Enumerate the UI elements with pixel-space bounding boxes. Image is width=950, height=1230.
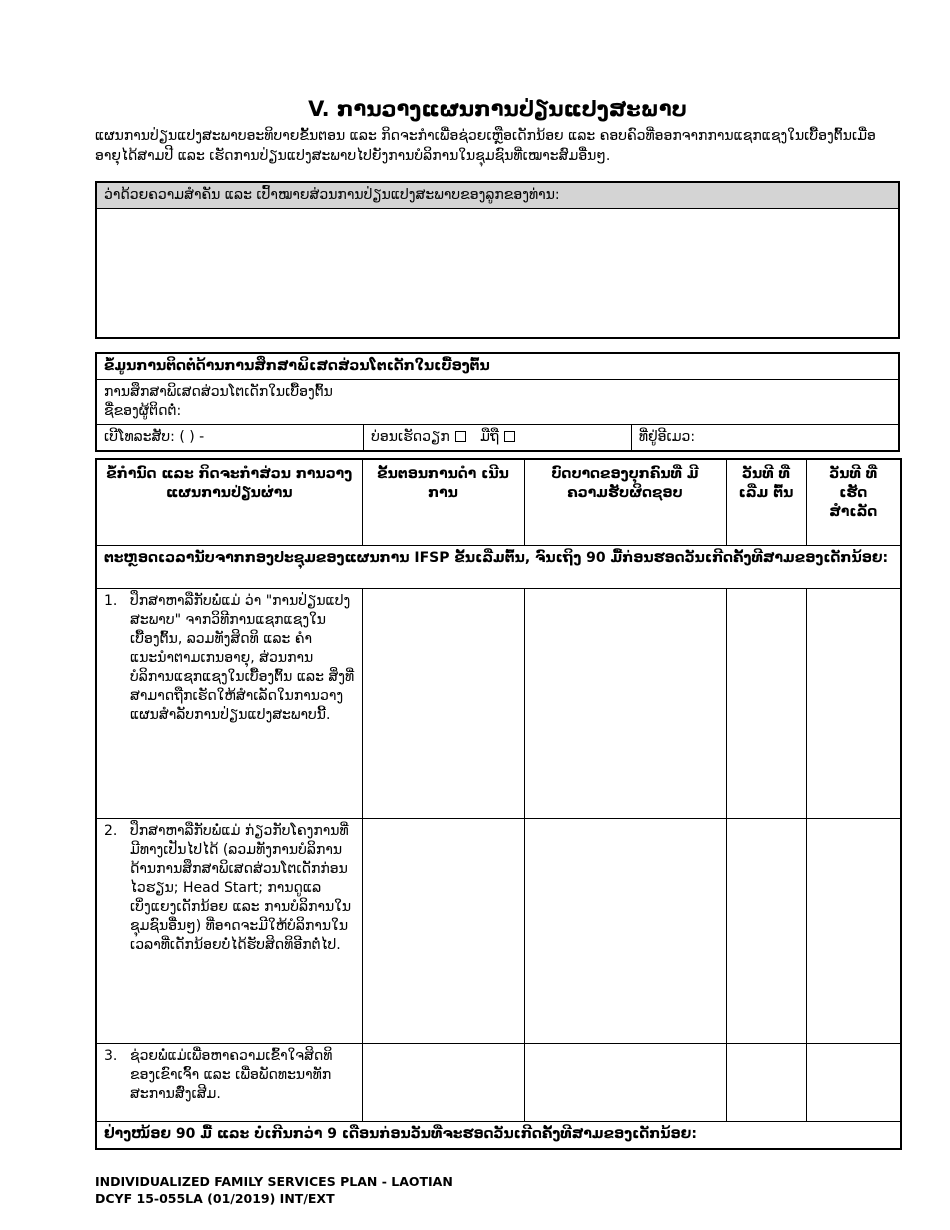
- date-started-input-cell[interactable]: [726, 819, 806, 1044]
- date-started-input-cell[interactable]: [726, 589, 806, 819]
- steps-input-cell[interactable]: [362, 589, 524, 819]
- form-footer: [95, 1174, 900, 1208]
- person-input-cell[interactable]: [524, 589, 726, 819]
- table-row: [96, 589, 901, 819]
- date-completed-input-cell[interactable]: [806, 1044, 901, 1122]
- date-completed-input-cell[interactable]: [806, 589, 901, 819]
- transition-table-header-row: [96, 459, 901, 546]
- activity-cell: [96, 1044, 362, 1122]
- row-number: 1.: [104, 593, 118, 610]
- section1-header-row: [96, 546, 901, 589]
- steps-input-cell[interactable]: [362, 819, 524, 1044]
- contact-program-label: ການສຶກສາພິເສດສ່ວນໂຕເດັກໃນເບື້ອງຕົ້ນ: [104, 384, 333, 401]
- work-label: ບ່ອນເຮັດວຽກ: [371, 429, 450, 445]
- phone-type-cell: [364, 425, 632, 451]
- person-input-cell[interactable]: [524, 1044, 726, 1122]
- table-row: [96, 819, 901, 1044]
- row-number: 3.: [104, 1048, 118, 1065]
- work-checkbox[interactable]: [455, 431, 466, 442]
- activity-text: ປຶກສາຫາລືກັບພໍ່ແມ່ ວ່າ "ການປ່ຽນແປງສະພາບ" ຈາກວິທີການແຊກແຊງໃນເບື້ອງຕົ້ນ, ລວມທັງສິດທິ ແລະ ຄຳແນະນຳຕາມເກນອາຍຸ, ສ່ວນການບໍລິການແຊກແຊງໃນເບື້ອງຕົ້ນ ແລະ ສິ່ງທີ່ສາມາດຖືກເຮັດໃຫ້ສຳເລັດໃນການວາງແຜນສຳລັບການປ່ຽນແປງສະພາບນີ້.: [130, 593, 355, 723]
- footer-form-name: INDIVIDUALIZED FAMILY SERVICES PLAN - LAOTIAN: [95, 1173, 453, 1189]
- date-started-input-cell[interactable]: [726, 1044, 806, 1122]
- goals-box: [95, 181, 900, 339]
- contact-program-cell: [96, 380, 899, 425]
- goals-box-input-area[interactable]: [96, 208, 899, 338]
- contact-name-field[interactable]: [104, 402, 891, 421]
- contact-box: [95, 352, 900, 452]
- activity-cell: [96, 819, 362, 1044]
- contact-name-label: ຊື່ຂອງຜູ້ຕິດຕໍ່:: [104, 403, 182, 420]
- email-label: ທີ່ຢູ່ອີເມວ:: [638, 429, 696, 445]
- section2-header: ຢ່າງໜ້ອຍ 90 ມື້ ແລະ ບໍ່ເກີນກວ່າ 9 ເດືອນກ່ອນວັນທີ່ຈະຮອດວັນເກີດຄັ້ງທີສາມຂອງເດັກນ້ອຍ:: [96, 1122, 901, 1149]
- row-number: 2.: [104, 823, 118, 840]
- col-header-steps: ຂັ້ນຕອນການດຳ ເນີນການ: [362, 459, 524, 546]
- date-completed-input-cell[interactable]: [806, 819, 901, 1044]
- col-header-date-started: ວັນທີ ທີ່ ເລີ່ມ ຕົ້ນ: [726, 459, 806, 546]
- footer-form-number: DCYF 15-055LA (01/2019) INT/EXT: [95, 1190, 335, 1206]
- col-header-activity: ຂໍ້ກຳນົດ ແລະ ກິດຈະກຳສ່ວນ ການວາງແຜນການປ່ຽນຜ່ານ: [96, 459, 362, 546]
- goals-box-header: ວ່າດ້ວຍຄວາມສຳຄັນ ແລະ ເປົ້າໝາຍສ່ວນການປ່ຽນແປງສະພາບຂອງລູກຂອງທ່ານ:: [96, 182, 899, 208]
- col-header-date-completed: ວັນທີ ທີ່ ເຮັດ ສຳເລັດ: [806, 459, 901, 546]
- transition-table: [95, 458, 902, 1150]
- steps-input-cell[interactable]: [362, 1044, 524, 1122]
- table-row: [96, 1044, 901, 1122]
- intro-paragraph: ແຜນການປ່ຽນແປງສະພາບອະທິບາຍຂັ້ນຕອນ ແລະ ກິດຈະກຳເພື່ອຊ່ວຍເຫຼືອເດັກນ້ອຍ ແລະ ຄອບຄົວທີ່ອອກຈາກການແຊກແຊງໃນເບື້ອງຕົ້ນເມື່ອອາຍຸໄດ້ສາມປີ ແລະ ເຮັດການປ່ຽນແປງສະພາບໄປຍັງການບໍລິການໃນຊຸມຊົນທີ່ເໝາະສົມອື່ນໆ.: [95, 128, 876, 165]
- mobile-checkbox[interactable]: [504, 431, 515, 442]
- contact-box-title: ຂໍ້ມູນການຕິດຕໍ່ດ້ານການສຶກສາພິເສດສ່ວນໂຕເດັກໃນເບື້ອງຕົ້ນ: [96, 353, 899, 379]
- email-field[interactable]: [631, 425, 899, 451]
- phone-field[interactable]: [96, 425, 364, 451]
- activity-text: ປຶກສາຫາລືກັບພໍ່ແມ່ ກ່ຽວກັບໂຄງການທີ່ມີທາງເປັນໄປໄດ້ (ລວມທັງການບໍລິການດ້ານການສຶກສາພິເສດສ່ວນໂຕເດັກກ່ອນໄວຮຽນ; Head Start; ການດູແລເບິ່ງແຍງເດັກນ້ອຍ ແລະ ການບໍລິການໃນຊຸມຊົນອື່ນໆ) ທີ່ອາດຈະມີໃຫ້ບໍລິການໃນເວລາທີ່ເດັກນ້ອຍບໍ່ໄດ້ຮັບສິດທິອີກຕໍ່ໄປ.: [130, 823, 352, 953]
- person-input-cell[interactable]: [524, 819, 726, 1044]
- section1-header: ຕະຫຼອດເວລານັບຈາກກອງປະຊຸມຂອງແຜນການ IFSP ຂັ້ນເລີ່ມຕົ້ນ, ຈົນເຖິງ 90 ມື້ກ່ອນຮອດວັນເກີດຄັ້ງທີສາມຂອງເດັກນ້ອຍ:: [96, 546, 901, 589]
- col-header-person: ບົດບາດຂອງບຸກຄົນທີ່ ມີຄວາມຮັບຜິດຊອບ: [524, 459, 726, 546]
- section2-header-row: [96, 1122, 901, 1149]
- mobile-label: ມືຖື: [480, 429, 500, 445]
- phone-label: ເບີໂທລະສັບ: ( ) -: [104, 429, 205, 445]
- activity-cell: [96, 589, 362, 819]
- activity-text: ຊ່ວຍພໍ່ແມ່ເພື່ອຫາຄວາມເຂົ້າໃຈສິດທິຂອງເຂົາເຈົ້າ ແລະ ເພື່ອພັດທະນາທັກສະການສົ່ງເສີມ.: [130, 1048, 333, 1103]
- page-title: V. ການວາງແຜນການປ່ຽນແປງສະພາບ: [308, 97, 687, 121]
